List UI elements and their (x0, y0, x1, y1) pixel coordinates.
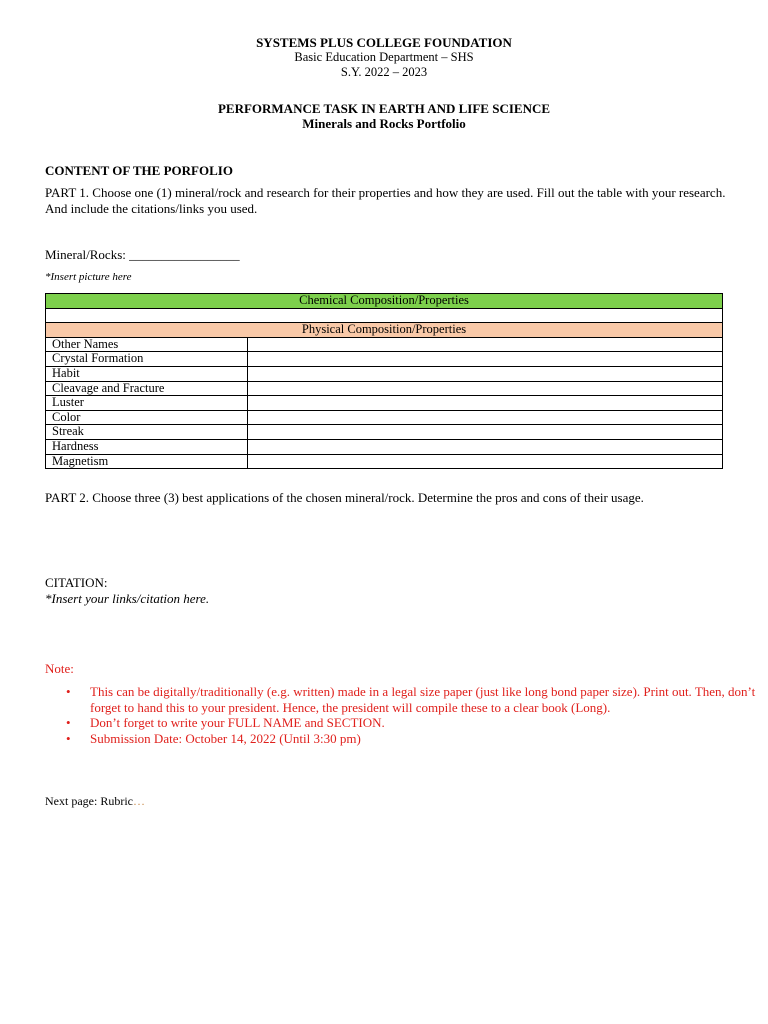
table-row (46, 396, 723, 411)
property-value-cell[interactable] (248, 366, 723, 381)
property-value-cell[interactable] (248, 381, 723, 396)
chemical-blank-row (46, 308, 723, 323)
list-item (66, 730, 768, 747)
table-row (46, 337, 723, 352)
physical-header-row (46, 323, 723, 338)
property-value-cell[interactable] (248, 454, 723, 469)
property-label: Luster (46, 396, 248, 411)
school-year: S.Y. 2022 – 2023 (340, 65, 428, 79)
chemical-header-row (46, 294, 723, 309)
department-name: Basic Education Department – SHS (294, 50, 474, 64)
properties-table (45, 293, 723, 469)
bullet-icon: • (66, 730, 71, 746)
chemical-header-cell: Chemical Composition/Properties (46, 294, 723, 309)
property-label: Streak (46, 425, 248, 440)
table-row (46, 410, 723, 425)
content-heading: CONTENT OF THE PORFOLIO (45, 163, 233, 178)
next-page-note (45, 794, 145, 809)
school-name: SYSTEMS PLUS COLLEGE FOUNDATION (256, 35, 512, 50)
bullet-icon: • (66, 715, 71, 730)
property-label: Other Names (46, 337, 248, 352)
task-title: PERFORMANCE TASK IN EARTH AND LIFE SCIENCE (217, 101, 551, 116)
property-label: Color (46, 410, 248, 425)
list-item (66, 715, 768, 731)
property-value-cell[interactable] (248, 425, 723, 440)
note-item-text: Don’t forget to write your FULL NAME and SECTION. (90, 715, 385, 730)
citation-label: CITATION: (45, 575, 108, 590)
property-label: Magnetism (46, 454, 248, 469)
table-row (46, 352, 723, 367)
table-row (46, 381, 723, 396)
note-item-text: This can be digitally/traditionally (e.g. written) made in a legal size paper (just like long bond paper size). Print out. Then, don’t forget to hand this to your president. Hence, the president will compile these to a clear book (Long). (90, 684, 756, 715)
property-label: Habit (46, 366, 248, 381)
part1-instructions: PART 1. Choose one (1) mineral/rock and research for their properties and how they are used. Fill out the table with your research. And include the citations/links you used. (45, 185, 726, 216)
task-subtitle: Minerals and Rocks Portfolio (302, 116, 466, 131)
note-item-text: Submission Date: October 14, 2022 (Until 3:30 pm) (90, 730, 361, 746)
property-value-cell[interactable] (248, 337, 723, 352)
next-page-text: Next page: Rubric (45, 794, 133, 808)
insert-picture-note: *Insert picture here (45, 271, 132, 283)
citation-instruction: *Insert your links/citation here. (45, 591, 210, 606)
list-item (66, 684, 768, 715)
property-value-cell[interactable] (248, 410, 723, 425)
note-list (45, 684, 768, 746)
part2-instructions: PART 2. Choose three (3) best applications of the chosen mineral/rock. Determine the pros and cons of their usage. (45, 490, 644, 505)
property-value-cell[interactable] (248, 396, 723, 411)
bullet-icon: • (66, 684, 71, 699)
note-label: Note: (45, 661, 74, 676)
table-row (46, 366, 723, 381)
next-page-ellipsis: … (132, 794, 145, 808)
mineral-rocks-label: Mineral/Rocks: _________________ (45, 247, 240, 262)
property-label: Hardness (46, 439, 248, 454)
chemical-blank-cell[interactable] (46, 308, 723, 323)
property-label: Cleavage and Fracture (46, 381, 248, 396)
table-row (46, 425, 723, 440)
table-row (46, 454, 723, 469)
property-value-cell[interactable] (248, 439, 723, 454)
table-row (46, 439, 723, 454)
property-label: Crystal Formation (46, 352, 248, 367)
physical-header-cell: Physical Composition/Properties (46, 323, 723, 338)
property-value-cell[interactable] (248, 352, 723, 367)
